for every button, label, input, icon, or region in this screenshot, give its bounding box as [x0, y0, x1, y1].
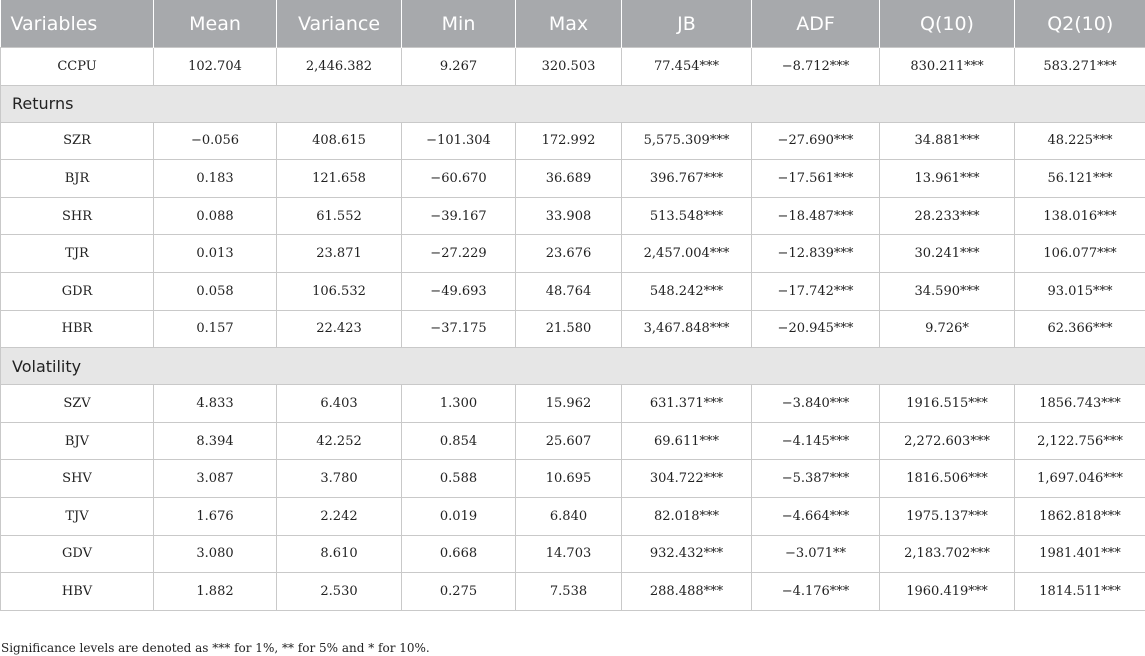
cell-q10: 34.881*** [880, 122, 1015, 160]
header-variables: Variables [1, 0, 154, 48]
cell-variable: SHV [1, 460, 154, 498]
section-row [1, 85, 1145, 122]
cell-jb: 304.722*** [622, 460, 752, 498]
cell-q10: 1916.515*** [880, 385, 1015, 423]
cell-jb: 5,575.309*** [622, 122, 752, 160]
cell-mean: 4.833 [154, 385, 277, 423]
table-row [1, 122, 1145, 160]
cell-q2-10: 48.225*** [1015, 122, 1145, 160]
table-row [1, 385, 1145, 423]
table-row [1, 497, 1145, 535]
cell-variance: 121.658 [277, 160, 402, 198]
cell-q10: 1975.137*** [880, 497, 1015, 535]
header-q2-10: Q2(10) [1015, 0, 1145, 48]
cell-mean: −0.056 [154, 122, 277, 160]
cell-variance: 61.552 [277, 197, 402, 235]
cell-adf: −4.176*** [752, 573, 880, 611]
cell-variable: GDV [1, 535, 154, 573]
cell-jb: 396.767*** [622, 160, 752, 198]
cell-adf: −3.840*** [752, 385, 880, 423]
cell-adf: −8.712*** [752, 48, 880, 86]
cell-max: 36.689 [516, 160, 622, 198]
cell-variance: 408.615 [277, 122, 402, 160]
section-row [1, 348, 1145, 385]
cell-max: 33.908 [516, 197, 622, 235]
cell-variable: SHR [1, 197, 154, 235]
cell-adf: −17.742*** [752, 272, 880, 310]
cell-q10: 28.233*** [880, 197, 1015, 235]
cell-adf: −18.487*** [752, 197, 880, 235]
cell-q2-10: 62.366*** [1015, 310, 1145, 348]
cell-mean: 0.157 [154, 310, 277, 348]
header-mean: Mean [154, 0, 277, 48]
cell-variable: GDR [1, 272, 154, 310]
cell-mean: 3.080 [154, 535, 277, 573]
table-row [1, 422, 1145, 460]
header-variance: Variance [277, 0, 402, 48]
cell-variable: HBV [1, 573, 154, 611]
cell-q2-10: 106.077*** [1015, 235, 1145, 273]
table-row [1, 160, 1145, 198]
cell-variable: HBR [1, 310, 154, 348]
cell-jb: 3,467.848*** [622, 310, 752, 348]
cell-min: −49.693 [402, 272, 516, 310]
significance-note: Significance levels are denoted as *** for 1%, ** for 5% and * for 10%. [1, 641, 430, 655]
cell-max: 21.580 [516, 310, 622, 348]
section-title: Returns [1, 85, 1145, 122]
cell-adf: −3.071** [752, 535, 880, 573]
cell-max: 10.695 [516, 460, 622, 498]
cell-q10: 830.211*** [880, 48, 1015, 86]
cell-q2-10: 1981.401*** [1015, 535, 1145, 573]
cell-mean: 3.087 [154, 460, 277, 498]
cell-jb: 69.611*** [622, 422, 752, 460]
cell-min: 0.854 [402, 422, 516, 460]
cell-adf: −20.945*** [752, 310, 880, 348]
cell-q2-10: 583.271*** [1015, 48, 1145, 86]
table-header [1, 0, 1145, 48]
header-max: Max [516, 0, 622, 48]
cell-mean: 0.088 [154, 197, 277, 235]
header-min: Min [402, 0, 516, 48]
cell-jb: 288.488*** [622, 573, 752, 611]
cell-min: −27.229 [402, 235, 516, 273]
cell-q2-10: 56.121*** [1015, 160, 1145, 198]
cell-min: −60.670 [402, 160, 516, 198]
cell-q2-10: 1862.818*** [1015, 497, 1145, 535]
cell-q2-10: 1,697.046*** [1015, 460, 1145, 498]
cell-max: 14.703 [516, 535, 622, 573]
cell-mean: 1.676 [154, 497, 277, 535]
table-row [1, 235, 1145, 273]
cell-min: 1.300 [402, 385, 516, 423]
header-adf: ADF [752, 0, 880, 48]
cell-variance: 22.423 [277, 310, 402, 348]
cell-variance: 2.530 [277, 573, 402, 611]
cell-variable: SZV [1, 385, 154, 423]
cell-q10: 1816.506*** [880, 460, 1015, 498]
cell-jb: 513.548*** [622, 197, 752, 235]
cell-variance: 2,446.382 [277, 48, 402, 86]
cell-adf: −17.561*** [752, 160, 880, 198]
cell-q10: 9.726* [880, 310, 1015, 348]
cell-q10: 34.590*** [880, 272, 1015, 310]
section-title: Volatility [1, 348, 1145, 385]
cell-adf: −4.145*** [752, 422, 880, 460]
cell-variance: 3.780 [277, 460, 402, 498]
header-jb: JB [622, 0, 752, 48]
cell-variance: 23.871 [277, 235, 402, 273]
cell-max: 15.962 [516, 385, 622, 423]
cell-max: 320.503 [516, 48, 622, 86]
table-row [1, 535, 1145, 573]
cell-min: −39.167 [402, 197, 516, 235]
cell-jb: 548.242*** [622, 272, 752, 310]
cell-max: 6.840 [516, 497, 622, 535]
table-row [1, 272, 1145, 310]
cell-jb: 2,457.004*** [622, 235, 752, 273]
table-row [1, 310, 1145, 348]
table-body [1, 48, 1145, 611]
cell-min: 0.019 [402, 497, 516, 535]
cell-variable: TJV [1, 497, 154, 535]
table-row [1, 573, 1145, 611]
cell-adf: −27.690*** [752, 122, 880, 160]
cell-jb: 631.371*** [622, 385, 752, 423]
cell-variable: BJV [1, 422, 154, 460]
cell-min: −37.175 [402, 310, 516, 348]
cell-q2-10: 138.016*** [1015, 197, 1145, 235]
cell-variable: SZR [1, 122, 154, 160]
cell-min: 0.275 [402, 573, 516, 611]
cell-variance: 42.252 [277, 422, 402, 460]
cell-mean: 102.704 [154, 48, 277, 86]
cell-mean: 0.058 [154, 272, 277, 310]
cell-mean: 8.394 [154, 422, 277, 460]
cell-variable: CCPU [1, 48, 154, 86]
cell-q10: 30.241*** [880, 235, 1015, 273]
cell-q10: 2,183.702*** [880, 535, 1015, 573]
cell-mean: 0.183 [154, 160, 277, 198]
cell-max: 7.538 [516, 573, 622, 611]
cell-variance: 8.610 [277, 535, 402, 573]
cell-max: 172.992 [516, 122, 622, 160]
cell-jb: 82.018*** [622, 497, 752, 535]
cell-variable: BJR [1, 160, 154, 198]
cell-min: 9.267 [402, 48, 516, 86]
cell-variance: 2.242 [277, 497, 402, 535]
cell-q10: 1960.419*** [880, 573, 1015, 611]
table-row [1, 197, 1145, 235]
cell-q2-10: 93.015*** [1015, 272, 1145, 310]
cell-min: 0.668 [402, 535, 516, 573]
cell-variance: 106.532 [277, 272, 402, 310]
cell-adf: −5.387*** [752, 460, 880, 498]
cell-jb: 932.432*** [622, 535, 752, 573]
table-row [1, 48, 1145, 86]
header-row [1, 0, 1145, 48]
cell-mean: 0.013 [154, 235, 277, 273]
cell-variable: TJR [1, 235, 154, 273]
cell-mean: 1.882 [154, 573, 277, 611]
cell-q2-10: 1856.743*** [1015, 385, 1145, 423]
cell-q10: 2,272.603*** [880, 422, 1015, 460]
cell-variance: 6.403 [277, 385, 402, 423]
cell-q10: 13.961*** [880, 160, 1015, 198]
table-row [1, 460, 1145, 498]
cell-max: 25.607 [516, 422, 622, 460]
cell-jb: 77.454*** [622, 48, 752, 86]
cell-q2-10: 2,122.756*** [1015, 422, 1145, 460]
cell-min: 0.588 [402, 460, 516, 498]
cell-q2-10: 1814.511*** [1015, 573, 1145, 611]
cell-min: −101.304 [402, 122, 516, 160]
cell-max: 48.764 [516, 272, 622, 310]
header-q10: Q(10) [880, 0, 1015, 48]
cell-adf: −12.839*** [752, 235, 880, 273]
cell-adf: −4.664*** [752, 497, 880, 535]
cell-max: 23.676 [516, 235, 622, 273]
